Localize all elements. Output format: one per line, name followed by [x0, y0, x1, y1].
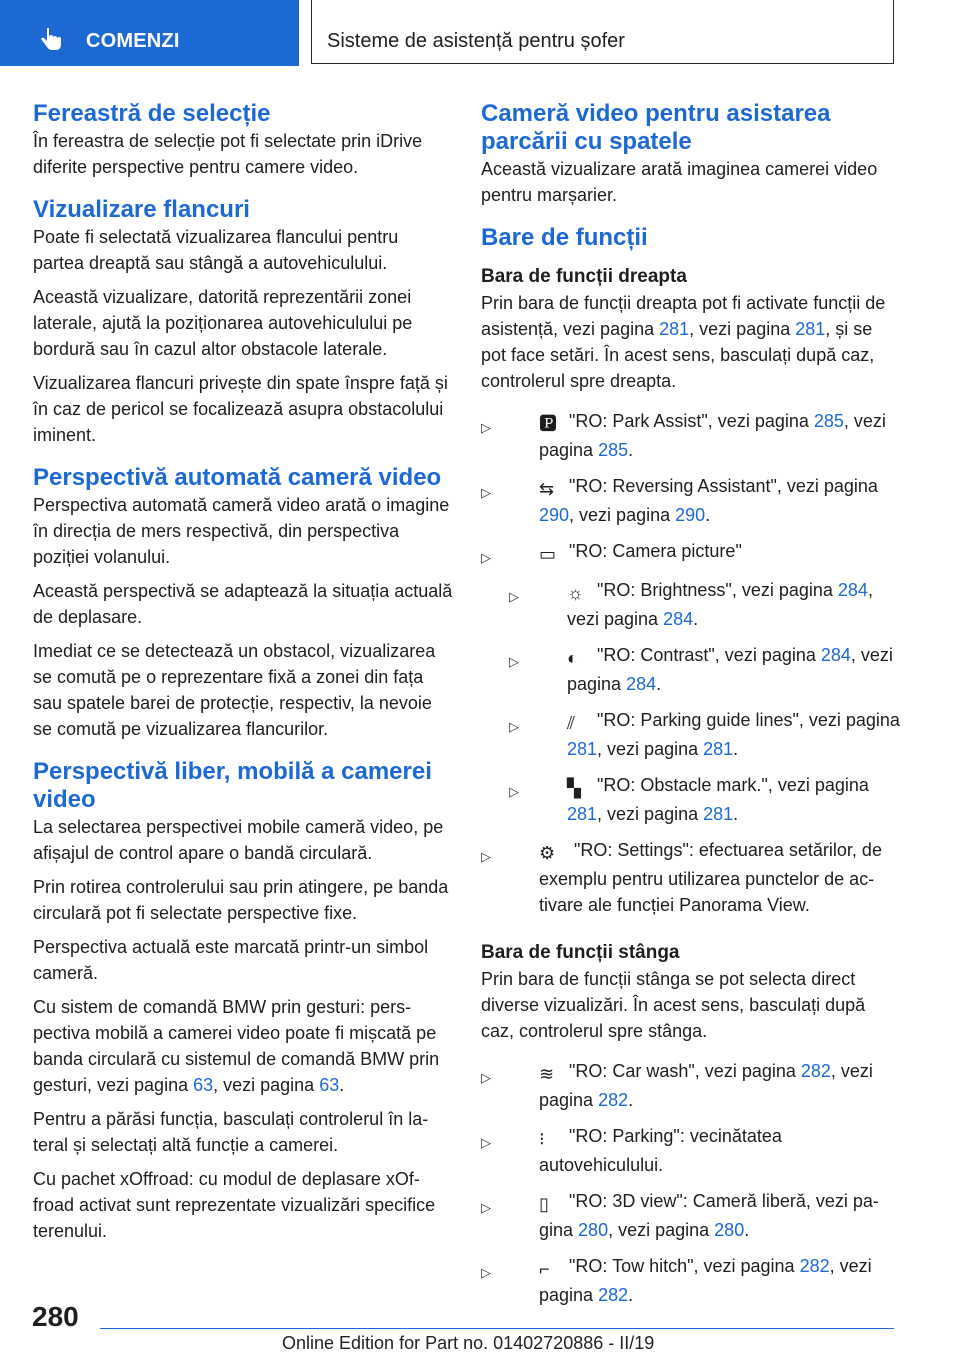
list-item[interactable]: ▷ ☼ "RO: Brightness", vezi pagina 284, vezi pagina 284.	[509, 580, 873, 629]
heading-flank-view: Vizualizare flancuri	[33, 196, 250, 223]
bullet-triangle-icon: ▷	[481, 849, 491, 864]
obstacle-mark-icon: ▚	[567, 778, 581, 798]
page-link[interactable]: 281	[659, 319, 690, 339]
camera-picture-icon: ▭	[539, 544, 557, 564]
hand-pointer-icon	[40, 28, 62, 52]
page-link[interactable]: 281	[795, 319, 826, 339]
page-link[interactable]: 282	[799, 1256, 830, 1276]
list-item[interactable]: ▷ ⇆ "RO: Reversing Assistant", vezi pagina 290, vezi pagina 290.	[481, 476, 878, 525]
paragraph: Prin bara de funcții stânga se pot selecta direct diverse vizualizări. În acest sens, basculați după caz, controlerul spre stânga.	[481, 969, 866, 1041]
bullet-triangle-icon: ▷	[481, 420, 491, 435]
settings-gear-icon: ⚙	[539, 843, 556, 863]
page-link[interactable]: 63	[193, 1075, 214, 1095]
page-link[interactable]: 281	[703, 804, 734, 824]
list-item[interactable]: ▷ ≋ "RO: Car wash", vezi pagina 282, vezi pagina 282.	[481, 1061, 873, 1110]
right-bar-list	[481, 408, 901, 567]
paragraph: Cu sistem de comandă BMW prin gesturi: perspectiva mobilă a camerei video poate fi mișcată pe banda circulară cu sistemul de comandă BMW prin gesturi, vezi pagina 63, vezi pagina 63.	[33, 997, 440, 1095]
page-link[interactable]: 63	[319, 1075, 340, 1095]
subheading-left-bar: Bara de funcții stânga	[481, 942, 680, 963]
paragraph: Prin rotirea controlerului sau prin atingere, pe banda circulară pot fi selectate perspective fixe.	[33, 877, 449, 923]
paragraph: Cu pachet xOffroad: cu modul de deplasare xOffroad activat sunt reprezentate vizualizări specifice terenului.	[33, 1169, 436, 1241]
paragraph: Imediat ce se detectează un obstacol, vizualizarea se comută pe o reprezentare fixă a zonei din fața sau spatele barei de protecție, respectiv, la nevoie se comută pe vizualizarea flancurilor.	[33, 641, 436, 739]
chapter-tab[interactable]	[0, 0, 299, 66]
brightness-icon: ☼	[567, 583, 584, 603]
heading-selection-window: Fereastră de selecție	[33, 100, 271, 127]
parking-guide-lines-icon: ⫽	[567, 713, 576, 733]
tow-hitch-icon: ⌐	[539, 1259, 550, 1279]
left-bar-list	[481, 1058, 901, 1308]
left-column	[33, 100, 453, 1260]
page-link[interactable]: 284	[626, 674, 657, 694]
page-link[interactable]: 282	[800, 1061, 831, 1081]
page-link[interactable]: 284	[837, 580, 868, 600]
bullet-triangle-icon: ▷	[509, 784, 519, 799]
page-link[interactable]: 280	[578, 1220, 609, 1240]
footer-edition: Online Edition for Part no. 01402720886 - II/19	[282, 1333, 655, 1353]
list-item[interactable]: ▷ 🅿 "RO: Park Assist", vezi pagina 285, vezi pagina 285.	[481, 411, 886, 460]
bullet-triangle-icon: ▷	[481, 485, 491, 500]
bullet-triangle-icon: ▷	[481, 1200, 491, 1215]
heading-automatic-camera: Perspectivă automată cameră video	[33, 464, 442, 491]
list-item[interactable]: ▷ ⁝ "RO: Parking": vecinătatea autovehiculului.	[481, 1126, 782, 1175]
chapter-tab-label: COMENZI	[86, 30, 180, 52]
bullet-triangle-icon: ▷	[481, 1070, 491, 1085]
page-link[interactable]: 280	[714, 1220, 745, 1240]
parking-icon: ⁝	[539, 1129, 545, 1149]
footer-divider	[100, 1328, 894, 1329]
right-column	[481, 100, 901, 1318]
page-link[interactable]: 290	[675, 505, 706, 525]
page-link[interactable]: 282	[598, 1090, 629, 1110]
paragraph: Pentru a părăsi funcția, basculați controlerul în lateral și selectați altă funcție a camerei.	[33, 1109, 429, 1155]
car-wash-icon: ≋	[539, 1064, 555, 1084]
reversing-assistant-icon: ⇆	[539, 479, 555, 499]
paragraph: Această vizualizare, datorită reprezentării zonei laterale, ajută la poziționarea autovehiculului pe bordură sau în cazul altor obstacole laterale.	[33, 287, 413, 359]
section-header	[311, 0, 894, 64]
page-link[interactable]: 290	[539, 505, 570, 525]
contrast-icon: ◐	[567, 648, 578, 668]
bullet-triangle-icon: ▷	[481, 1135, 491, 1150]
paragraph: În fereastra de selecție pot fi selectate prin iDrive diferite perspective pentru camere video.	[33, 131, 423, 177]
list-item[interactable]: ▷ ▭ "RO: Camera picture"	[481, 538, 901, 567]
heading-free-camera: Perspectivă liber, mobilă a camerei video	[33, 758, 432, 813]
subheading-right-bar: Bara de funcții dreapta	[481, 266, 687, 287]
paragraph: Poate fi selectată vizualizarea flancului pentru partea dreaptă sau stângă a autovehiculului.	[33, 227, 399, 273]
page-link[interactable]: 281	[703, 739, 734, 759]
list-item[interactable]: ▷ ⫽ "RO: Parking guide lines", vezi pagina 281, vezi pagina 281.	[509, 710, 900, 759]
list-item[interactable]: ▷ ⌐ "RO: Tow hitch", vezi pagina 282, vezi pagina 282.	[481, 1256, 872, 1305]
paragraph: Perspectiva automată cameră video arată o imagine în direcția de mers respectivă, din perspectiva poziției volanului.	[33, 495, 450, 567]
page-link[interactable]: 281	[567, 804, 598, 824]
page-link[interactable]: 285	[598, 440, 629, 460]
page-link[interactable]: 284	[663, 609, 694, 629]
paragraph: Vizualizarea flancuri privește din spate înspre față și în caz de pericol se focalizează asupra obstacolului iminent.	[33, 373, 448, 445]
camera-picture-sublist	[481, 577, 901, 827]
list-item[interactable]: ▷ ▚ "RO: Obstacle mark.", vezi pagina 281, vezi pagina 281.	[509, 775, 869, 824]
list-item[interactable]: ▷ ⚙ "RO: Settings": efectuarea setărilor, de exemplu pentru utilizarea punctelor de activare ale funcției Panorama View.	[481, 840, 882, 915]
heading-function-bars: Bare de funcții	[481, 224, 648, 251]
paragraph: Perspectiva actuală este marcată printr-un simbol cameră.	[33, 937, 429, 983]
list-item[interactable]: ▷ ◐ "RO: Contrast", vezi pagina 284, vezi pagina 284.	[509, 645, 893, 694]
bullet-triangle-icon: ▷	[481, 550, 491, 565]
bullet-triangle-icon: ▷	[509, 719, 519, 734]
3d-view-icon: ▯	[539, 1194, 549, 1214]
page-number: 280	[32, 1301, 79, 1332]
paragraph: La selectarea perspectivei mobile cameră video, pe afișajul de control apare o bandă circulară.	[33, 817, 444, 863]
page-link[interactable]: 285	[813, 411, 844, 431]
heading-rear-camera: Cameră video pentru asistarea parcării cu spatele	[481, 100, 831, 155]
list-item[interactable]: ▷ ▯ "RO: 3D view": Cameră liberă, vezi pagina 280, vezi pagina 280.	[481, 1191, 879, 1240]
page-link[interactable]: 282	[598, 1285, 629, 1305]
bullet-triangle-icon: ▷	[481, 1265, 491, 1280]
paragraph: Această vizualizare arată imaginea camerei video pentru marșarier.	[481, 159, 878, 205]
bullet-triangle-icon: ▷	[509, 654, 519, 669]
paragraph: Prin bara de funcții dreapta pot fi activate funcții de asistență, vezi pagina 281, vezi pagina 281, și se pot face setări. În acest sens, basculați după caz, controlerul spre dreapta.	[481, 293, 886, 391]
park-assist-icon: 🅿	[539, 414, 557, 434]
page-link[interactable]: 281	[567, 739, 598, 759]
page-link[interactable]: 284	[820, 645, 851, 665]
paragraph: Această perspectivă se adaptează la situația actuală de deplasare.	[33, 581, 453, 627]
section-title: Sisteme de asistență pentru șofer	[327, 30, 625, 52]
bullet-triangle-icon: ▷	[509, 589, 519, 604]
